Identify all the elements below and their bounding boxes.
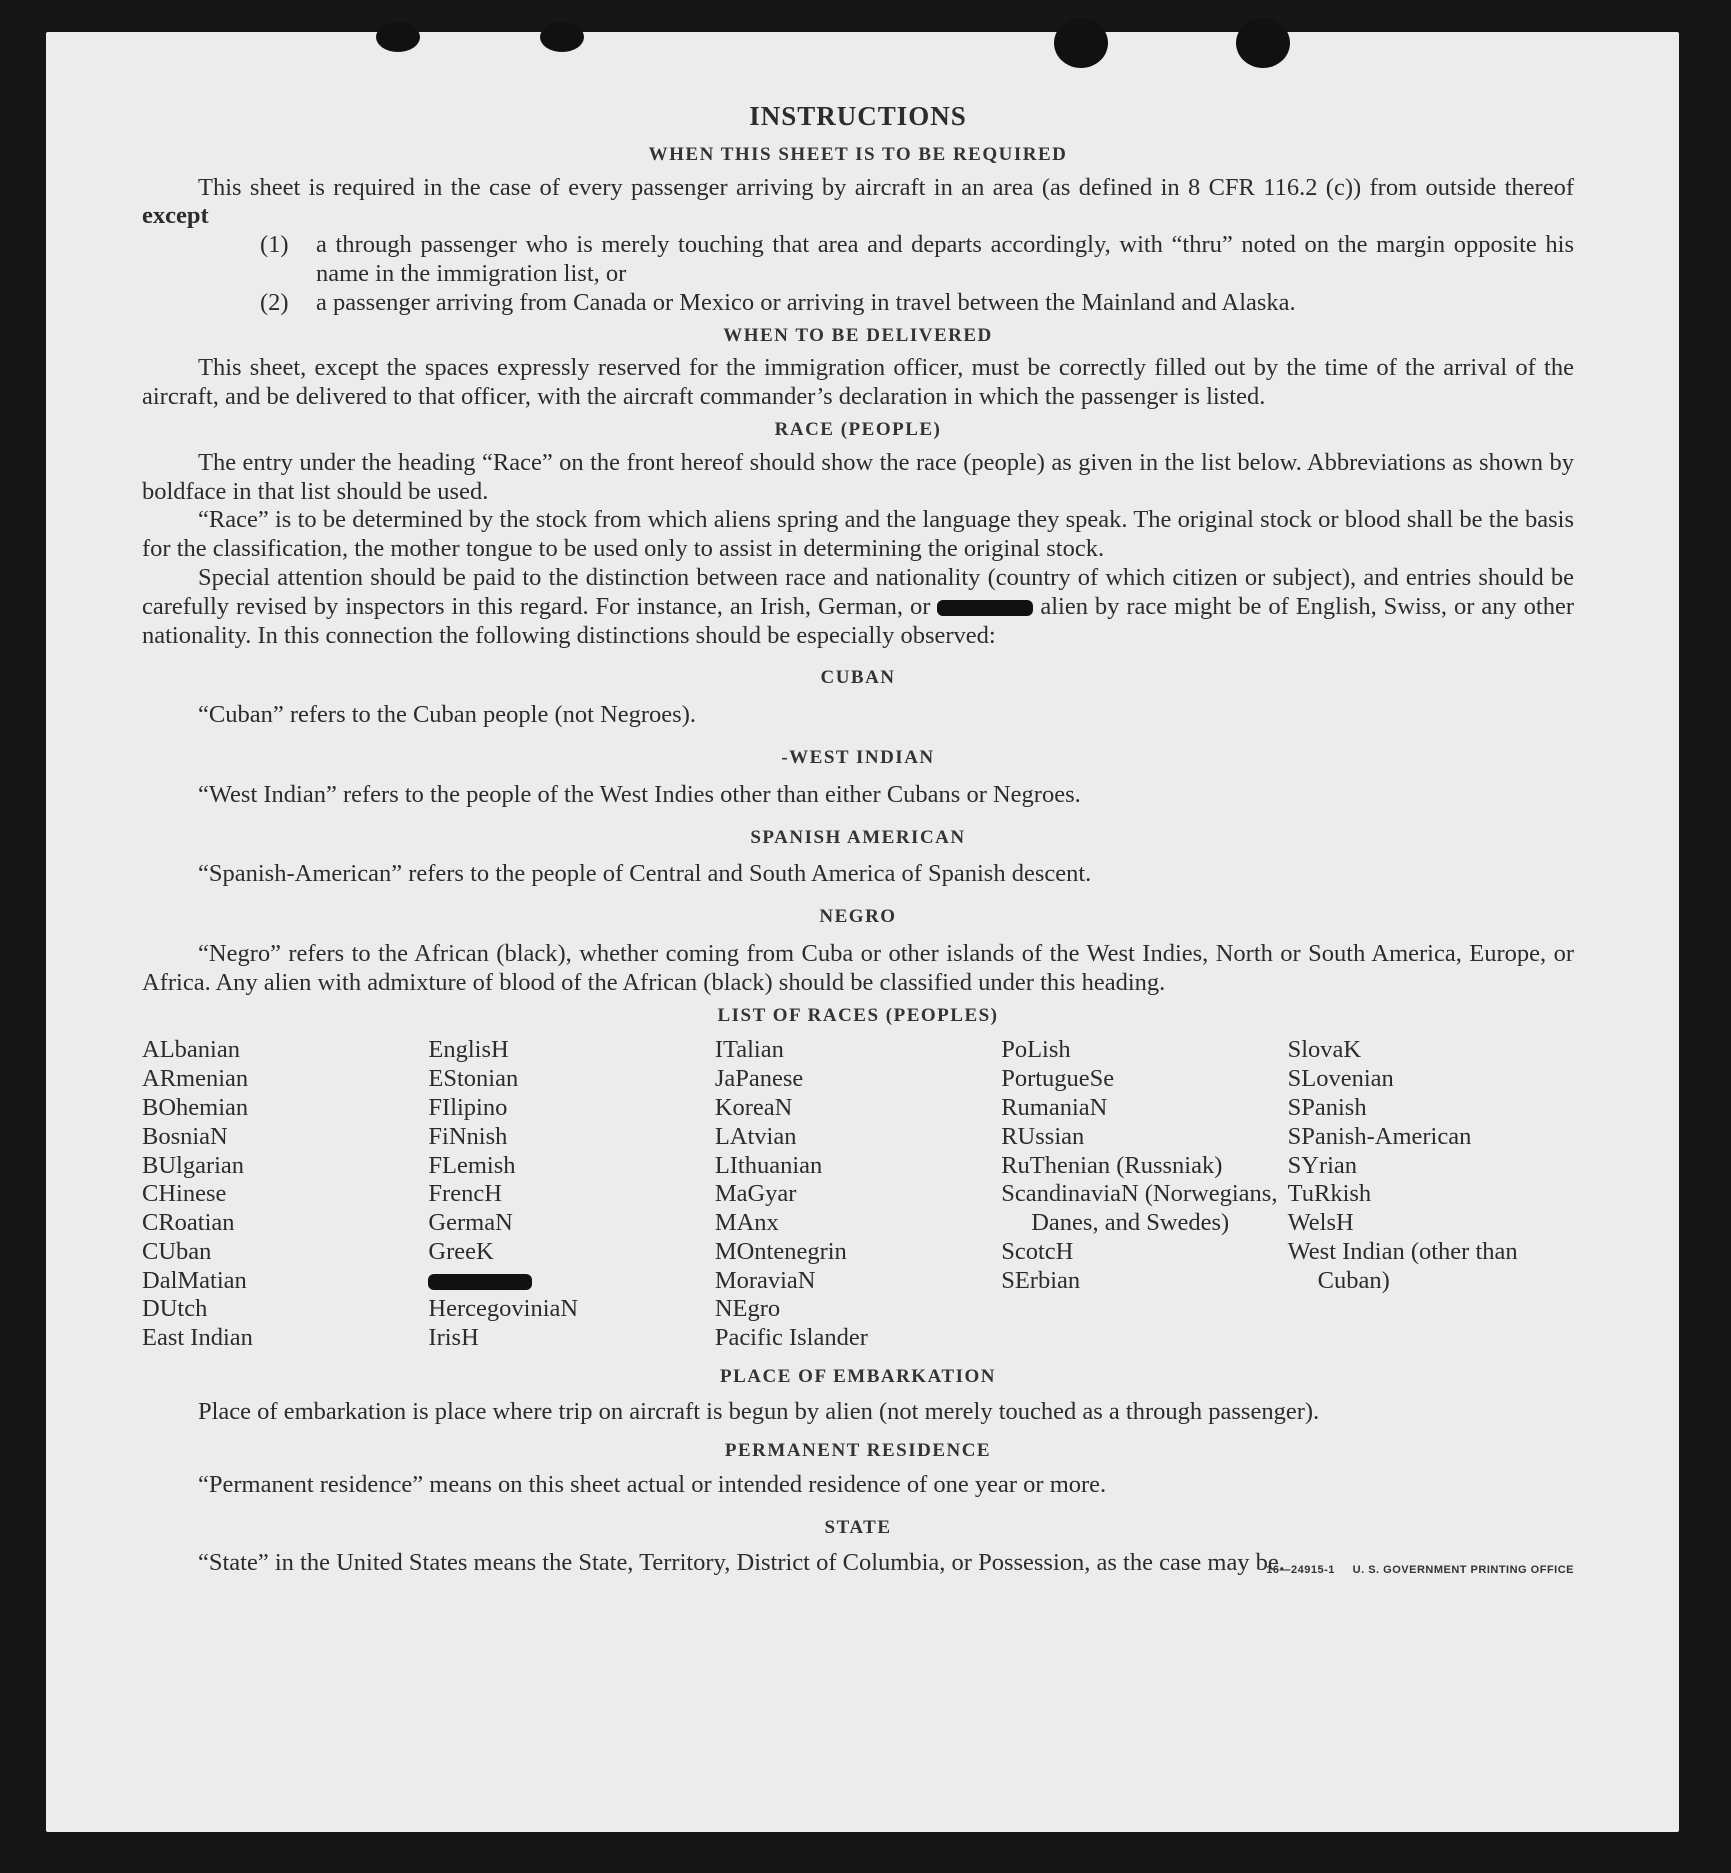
- race-item: PortugueSe: [1001, 1065, 1115, 1093]
- race-item: HercegoviniaN: [428, 1295, 579, 1323]
- race-paragraph-3: Special attention should be paid to the distinction between race and nationality (country of which citizen or subject), and entries should be carefully revised by inspectors in this regard. For instance, an Irish, German, or alien by race might be of English, Swiss, or any other nationality. In this connection the following distinctions should be especially observed:: [142, 563, 1574, 649]
- list-item: [142, 231, 1574, 289]
- heading-race: RACE (PEOPLE): [774, 418, 942, 440]
- race-item: LIthuanian: [714, 1151, 823, 1179]
- heading-when-required: WHEN THIS SHEET IS TO BE REQUIRED: [648, 143, 1068, 165]
- races-column: [1288, 1036, 1574, 1353]
- negro-text: “Negro” refers to the African (black), whether coming from Cuba or other islands of the West Indies, North or South America, Europe, or Africa. Any alien with admixture of blood of the African (black) should be classified under this heading.: [142, 939, 1574, 996]
- race-item: SPanish: [1287, 1093, 1367, 1121]
- race-item: RumaniaN: [1001, 1093, 1108, 1121]
- race-item: BUlgarian: [142, 1151, 245, 1179]
- race-item: ITalian: [714, 1036, 784, 1064]
- race-paragraph-2: “Race” is to be determined by the stock from which aliens spring and the language they speak. The original stock or blood shall be the basis for the classification, the mother tongue to be used only to assist in determining the original stock.: [142, 506, 1574, 563]
- punch-hole: [376, 22, 420, 52]
- race-item: CHinese: [142, 1180, 227, 1208]
- race-item: SPanish-American: [1287, 1122, 1472, 1150]
- item-number: (1): [260, 231, 289, 259]
- race-item: JaPanese: [714, 1065, 804, 1093]
- race-item: WelsH: [1287, 1209, 1354, 1237]
- redaction-mark: [428, 1274, 532, 1290]
- race-item: SLovenian: [1287, 1065, 1394, 1093]
- race-item: SErbian: [1001, 1266, 1081, 1294]
- print-code: 16—24915-1 U. S. GOVERNMENT PRINTING OFFICE: [1266, 1563, 1574, 1576]
- race-item: ARmenian: [142, 1065, 249, 1093]
- cuban-text: “Cuban” refers to the Cuban people (not Negroes).: [198, 701, 696, 729]
- race-item: FrencH: [428, 1180, 502, 1208]
- race-item: West Indian (other than Cuban): [1287, 1237, 1518, 1294]
- heading-cuban: CUBAN: [820, 667, 896, 689]
- race-item: FLemish: [428, 1151, 516, 1179]
- races-column: [428, 1036, 714, 1353]
- heading-state: STATE: [824, 1517, 892, 1539]
- race-item: MAnx: [714, 1209, 779, 1237]
- races-column: [715, 1036, 1001, 1353]
- race-item: DalMatian: [142, 1266, 247, 1294]
- race-item: MoraviaN: [714, 1266, 816, 1294]
- race-item: MaGyar: [714, 1180, 797, 1208]
- item-text: a through passenger who is merely touching that area and departs accordingly, with “thru” noted on the margin opposite his name in the immigration list, or: [316, 231, 1574, 287]
- race-item: ALbanian: [142, 1036, 240, 1064]
- races-column: [1001, 1036, 1287, 1353]
- required-intro: This sheet is required in the case of every passenger arriving by aircraft in an area (as defined in 8 CFR 116.2 (c)) from outside thereof except: [142, 173, 1574, 230]
- race-item: RuThenian (Russniak): [1001, 1151, 1223, 1179]
- spanish-american-text: “Spanish-American” refers to the people of Central and South America of Spanish descent.: [198, 860, 1092, 888]
- heading-spanish-american: SPANISH AMERICAN: [750, 826, 966, 848]
- list-item: [142, 289, 1574, 318]
- race-item-redacted: [428, 1267, 714, 1296]
- item-text: a passenger arriving from Canada or Mexico or arriving in travel between the Mainland and Alaska.: [316, 288, 1296, 316]
- race-item: IrisH: [428, 1324, 479, 1352]
- race-item: MOntenegrin: [714, 1237, 847, 1265]
- race-item: EStonian: [428, 1065, 519, 1093]
- race-item: SYrian: [1287, 1151, 1358, 1179]
- race-item: RUssian: [1001, 1122, 1085, 1150]
- race-item: CRoatian: [142, 1209, 235, 1237]
- heading-west-indian: -WEST INDIAN: [781, 746, 935, 768]
- west-indian-text: “West Indian” refers to the people of the West Indies other than either Cubans or Negroes.: [198, 780, 1081, 808]
- race-item: FiNnish: [428, 1122, 508, 1150]
- race-item: CUban: [142, 1237, 212, 1265]
- race-item: DUtch: [142, 1295, 208, 1323]
- race-item: FIlipino: [428, 1093, 508, 1121]
- race-item: SlovaK: [1287, 1036, 1362, 1064]
- residence-text: “Permanent residence” means on this sheet actual or intended residence of one year or more.: [198, 1471, 1107, 1499]
- race-item: EnglisH: [428, 1036, 509, 1064]
- races-column: [142, 1036, 428, 1353]
- heading-embarkation: PLACE OF EMBARKATION: [720, 1366, 996, 1388]
- punch-hole: [1054, 18, 1108, 68]
- race-item: GermaN: [428, 1209, 513, 1237]
- page-title: INSTRUCTIONS: [749, 101, 967, 131]
- instructions-page: [142, 102, 1574, 1580]
- redaction-mark: [937, 600, 1033, 616]
- race-item: East Indian: [142, 1324, 253, 1352]
- race-item: NEgro: [714, 1295, 781, 1323]
- race-item: LAtvian: [714, 1122, 797, 1150]
- item-number: (2): [260, 288, 289, 316]
- delivered-text: This sheet, except the spaces expressly reserved for the immigration officer, must be correctly filled out by the time of the arrival of the aircraft, and be delivered to that officer, with the aircraft commander’s declaration in which the passenger is listed.: [142, 354, 1574, 411]
- punch-hole: [540, 22, 584, 52]
- race-item: BosniaN: [142, 1122, 228, 1150]
- race-item: KoreaN: [714, 1093, 793, 1121]
- heading-permanent-residence: PERMANENT RESIDENCE: [724, 1439, 992, 1461]
- document-sheet: [46, 32, 1679, 1832]
- races-list: [142, 1036, 1574, 1353]
- race-item: TuRkish: [1287, 1180, 1372, 1208]
- state-text: “State” in the United States means the State, Territory, District of Columbia, or Possession, as the case may be.: [198, 1549, 1285, 1577]
- race-item: ScandinaviaN (Norwegians, Danes, and Swedes): [1001, 1180, 1278, 1237]
- race-item: Pacific Islander: [714, 1324, 868, 1352]
- embarkation-text: Place of embarkation is place where trip on aircraft is begun by alien (not merely touched as a through passenger).: [198, 1397, 1320, 1425]
- race-item: GreeK: [428, 1237, 494, 1265]
- race-item: ScotcH: [1001, 1237, 1074, 1265]
- heading-list-of-races: LIST OF RACES (PEOPLES): [717, 1004, 999, 1026]
- heading-negro: NEGRO: [819, 906, 897, 928]
- punch-hole: [1236, 18, 1290, 68]
- race-item: BOhemian: [142, 1093, 249, 1121]
- race-paragraph-1: The entry under the heading “Race” on the front hereof should show the race (people) as given in the list below. Abbreviations as shown by boldface in that list should be used.: [142, 448, 1574, 505]
- race-item: PoLish: [1001, 1036, 1071, 1064]
- heading-when-delivered: WHEN TO BE DELIVERED: [723, 324, 993, 346]
